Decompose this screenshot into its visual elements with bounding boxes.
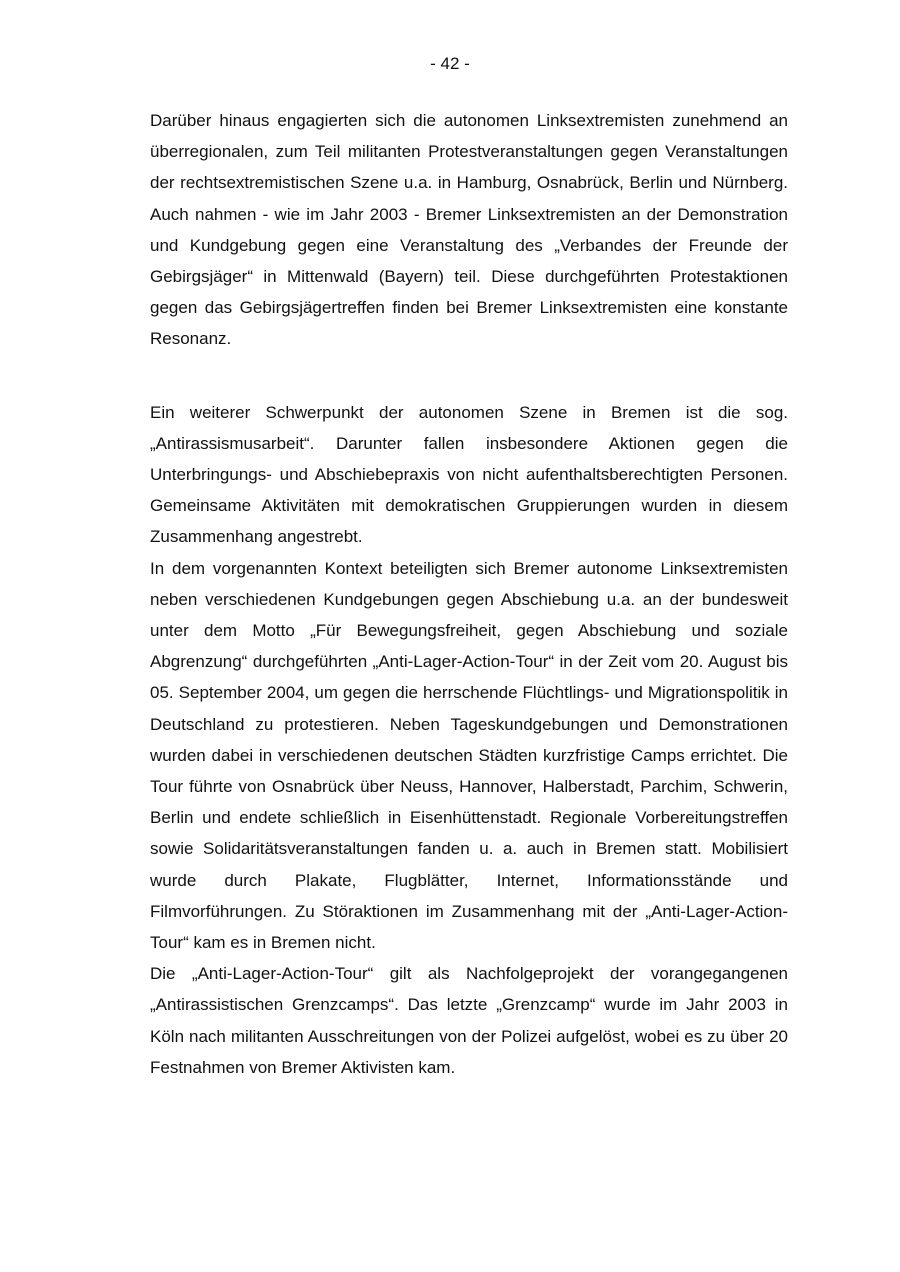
paragraph-antiracism-work: Ein weiterer Schwerpunkt der autonomen Szene in Bremen ist die sog. „Antirassismusarbeit“. Darunter fallen insbesondere Aktionen gegen die Unterbringungs- und Abschiebepraxis von nicht aufenthaltsberechtigten Personen. Gemeinsame Aktivitäten mit demokratischen Gruppierungen wurden in diesem Zusammenhang angestrebt. [150, 402, 788, 547]
body-text [150, 105, 788, 1083]
paragraph-anti-lager-tour: In dem vorgenannten Kontext beteiligten sich Bremer autonome Linksextremisten neben verschiedenen Kundgebungen gegen Abschiebung u.a. an der bundesweit unter dem Motto „Für Bewegungsfreiheit, gegen Abschiebung und soziale Abgrenzung“ durchgeführten „Anti-Lager-Action-Tour“ in der Zeit vom 20. August bis 05. September 2004, um gegen die herrschende Flüchtlings- und Migrationspolitik in Deutschland zu protestieren. Neben Tageskundgebungen und Demonstrationen wurden dabei in verschiedenen deutschen Städten kurzfristige Camps errichtet. Die Tour führte von Osnabrück über Neuss, Hannover, Halberstadt, Parchim, Schwerin, Berlin und endete schließlich in Eisenhüttenstadt. Regionale Vorbereitungstreffen sowie Solidaritätsveranstaltungen fanden u. a. auch in Bremen statt. Mobilisiert wurde durch Plakate, Flugblätter, Internet, Informationsstände und Filmvorführungen. Zu Störaktionen im Zusammenhang mit der „Anti-Lager-Action-Tour“ kam es in Bremen nicht. [150, 558, 788, 953]
paragraph-grenzcamp: Die „Anti-Lager-Action-Tour“ gilt als Nachfolgeprojekt der vorangegangenen „Antirassistischen Grenzcamps“. Das letzte „Grenzcamp“ wurde im Jahr 2003 in Köln nach militanten Ausschreitungen von der Polizei aufgelöst, wobei es zu über 20 Festnahmen von Bremer Aktivisten kam. [150, 964, 788, 1077]
page-number: - 42 - [430, 54, 470, 73]
paragraph-protest-events: Darüber hinaus engagierten sich die autonomen Linksextremisten zunehmend an überregionalen, zum Teil militanten Protestveranstaltungen gegen Veranstaltungen der rechtsextremistischen Szene u.a. in Hamburg, Osnabrück, Berlin und Nürnberg. Auch nahmen - wie im Jahr 2003 - Bremer Linksextremisten an der Demonstration und Kundgebung gegen eine Veranstaltung des „Verbandes der Freunde der Gebirgsjäger“ in Mittenwald (Bayern) teil. Diese durchgeführten Protestaktionen gegen das Gebirgsjägertreffen finden bei Bremer Linksextremisten eine konstante Resonanz. [150, 111, 788, 349]
